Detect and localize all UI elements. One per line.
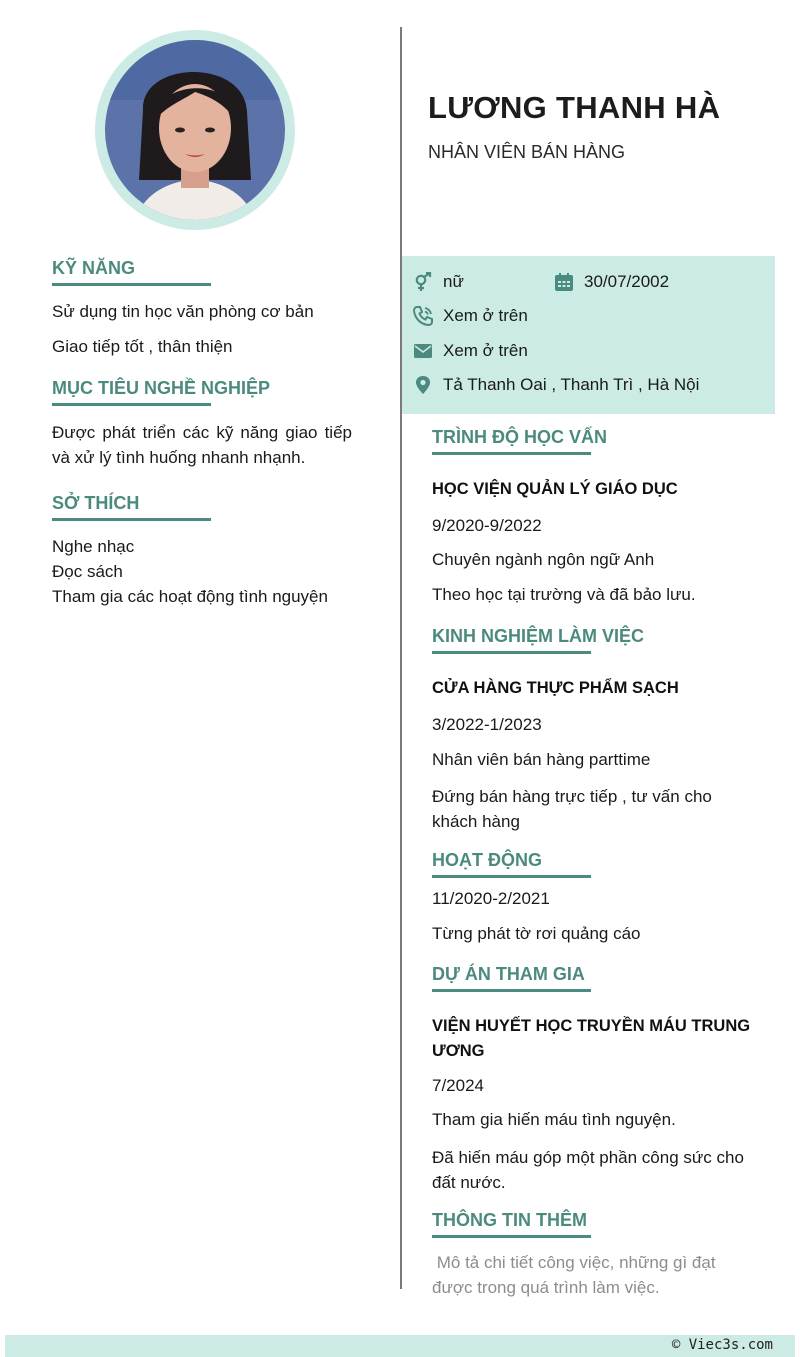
education-note: Theo học tại trường và đã bảo lưu. [432, 585, 696, 604]
phone-value: Xem ở trên [443, 306, 528, 325]
avatar [105, 40, 285, 220]
additional-heading-underline [432, 1235, 591, 1238]
calendar-icon [553, 271, 575, 293]
contact-email [412, 340, 528, 362]
education-heading: TRÌNH ĐỘ HỌC VẤN [432, 427, 607, 447]
skills-heading-underline [52, 283, 211, 286]
education-heading-underline [432, 452, 591, 455]
contact-phone [412, 305, 528, 327]
education-major: Chuyên ngành ngôn ngữ Anh [432, 550, 655, 569]
activities-description: Từng phát tờ rơi quảng cáo [432, 924, 641, 943]
experience-company: CỬA HÀNG THỰC PHẨM SẠCH [432, 679, 679, 697]
objective-text: Được phát triển các kỹ năng giao tiếp và xử lý tình huống nhanh nhạnh. [52, 423, 352, 467]
additional-heading: THÔNG TIN THÊM [432, 1210, 587, 1230]
education-school: HỌC VIỆN QUẢN LÝ GIÁO DỤC [432, 480, 678, 498]
address-value: Tả Thanh Oai , Thanh Trì , Hà Nội [443, 375, 700, 394]
education-period: 9/2020-9/2022 [432, 516, 542, 535]
objective-heading-underline [52, 403, 211, 406]
hobbies-heading: SỞ THÍCH [52, 493, 140, 513]
experience-heading-underline [432, 651, 591, 654]
gender-value: nữ [443, 272, 464, 291]
avatar-frame [95, 30, 295, 230]
skill-item: Sử dụng tin học văn phòng cơ bản [52, 302, 314, 321]
objective-heading: MỤC TIÊU NGHỀ NGHIỆP [52, 378, 271, 398]
birthday-value: 30/07/2002 [584, 272, 670, 291]
column-divider [400, 27, 402, 1289]
projects-heading: DỰ ÁN THAM GIA [432, 964, 585, 984]
experience-description: Đứng bán hàng trực tiếp , tư vấn cho khách hàng [432, 787, 712, 831]
gender-icon [412, 271, 434, 293]
email-value: Xem ở trên [443, 341, 528, 360]
envelope-icon [412, 340, 434, 362]
hobbies-heading-underline [52, 518, 211, 521]
experience-heading: KINH NGHIỆM LÀM VIỆC [432, 626, 645, 646]
footer-bar [5, 1335, 795, 1357]
phone-icon [412, 305, 434, 327]
activities-period: 11/2020-2/2021 [432, 889, 550, 908]
skill-item: Giao tiếp tốt , thân thiện [52, 337, 233, 356]
projects-heading-underline [432, 989, 591, 992]
activities-heading: HOẠT ĐỘNG [432, 850, 542, 870]
additional-placeholder: Mô tả chi tiết công việc, những gì đạt được trong quá trình làm việc. [432, 1253, 721, 1297]
experience-position: Nhân viên bán hàng parttime [432, 750, 651, 769]
experience-period: 3/2022-1/2023 [432, 715, 542, 734]
project-period: 7/2024 [432, 1076, 484, 1095]
contact-panel [402, 256, 775, 414]
location-pin-icon [412, 374, 434, 396]
hobby-item: Tham gia các hoạt động tình nguyện [52, 587, 328, 606]
project-role: Tham gia hiến máu tình nguyện. [432, 1110, 676, 1129]
contact-address [412, 374, 699, 396]
hobby-item: Nghe nhạc [52, 537, 135, 556]
hobby-item: Đọc sách [52, 562, 123, 581]
project-name: VIỆN HUYẾT HỌC TRUYỀN MÁU TRUNG ƯƠNG [432, 1017, 751, 1060]
footer-credit[interactable]: © Viec3s.com [671, 1337, 773, 1353]
activities-heading-underline [432, 875, 591, 878]
contact-birthday [553, 271, 669, 293]
skills-heading: KỸ NĂNG [52, 258, 136, 278]
job-title: NHÂN VIÊN BÁN HÀNG [428, 142, 626, 162]
contact-gender [412, 271, 464, 293]
candidate-name: LƯƠNG THANH HÀ [428, 90, 721, 125]
project-description: Đã hiến máu góp một phần công sức cho đất nước. [432, 1148, 744, 1192]
